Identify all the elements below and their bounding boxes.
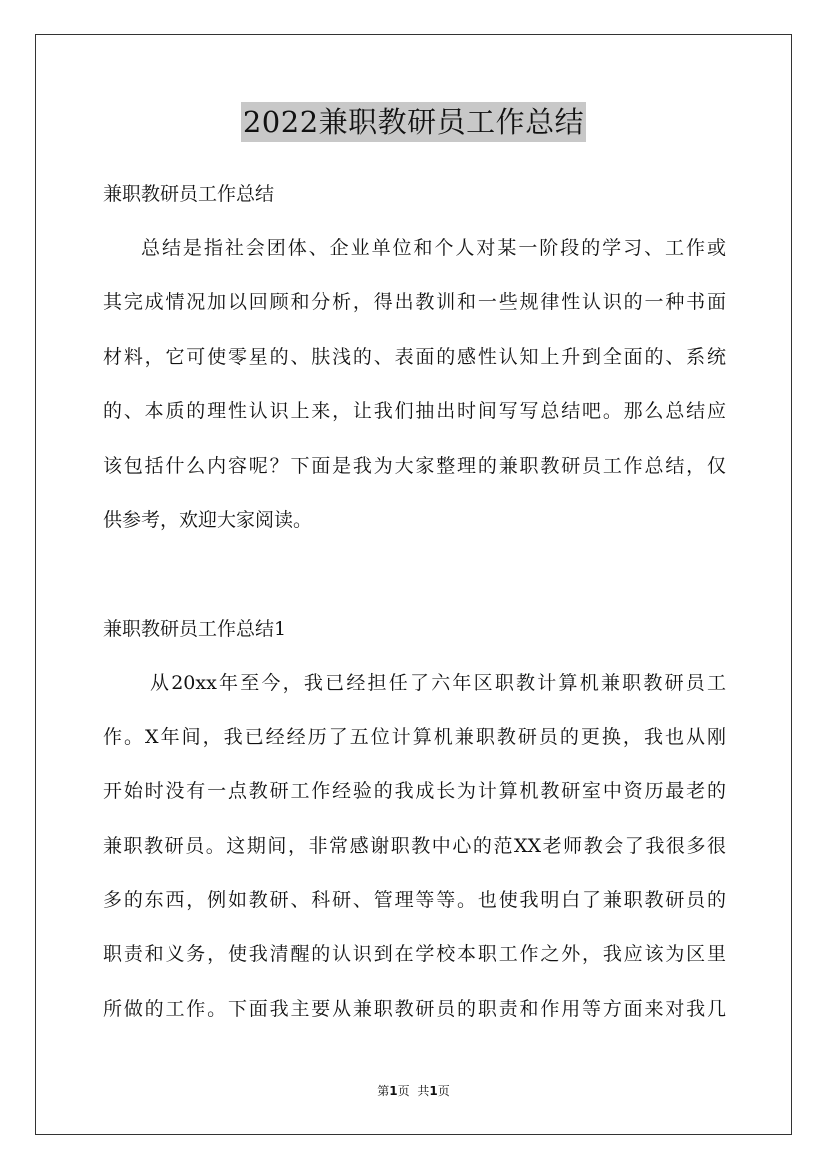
section1-paragraph-line: 所做的工作。下面我主要从兼职教研员的职责和作用等方面来对我几 — [103, 998, 726, 1020]
intro-paragraph-line: 该包括什么内容呢？下面是我为大家整理的兼职教研员工作总结，仅 — [103, 455, 726, 477]
intro-paragraph-line: 总结是指社会团体、企业单位和个人对某一阶段的学习、工作或 — [141, 237, 726, 259]
page-footer — [0, 1083, 827, 1099]
section1-paragraph-line: 多的东西，例如教研、科研、管理等等。也使我明白了兼职教研员的 — [103, 889, 726, 911]
intro-heading: 兼职教研员工作总结 — [103, 183, 275, 205]
footer-page-number: 1 — [389, 1084, 398, 1098]
footer-total-prefix: 共 — [417, 1084, 430, 1098]
document-title-container — [0, 102, 827, 142]
footer-prefix: 第 — [377, 1084, 390, 1098]
footer-total-pages: 1 — [429, 1084, 438, 1098]
footer-page-suffix: 页 — [397, 1084, 410, 1098]
section1-paragraph-line: 职责和义务，使我清醒的认识到在学校本职工作之外，我应该为区里 — [103, 943, 726, 965]
section1-paragraph-line: 从20xx年至今，我已经担任了六年区职教计算机兼职教研员工 — [150, 672, 726, 694]
document-title: 2022兼职教研员工作总结 — [241, 102, 586, 142]
intro-paragraph-line: 供参考，欢迎大家阅读。 — [103, 509, 313, 531]
intro-paragraph-line: 其完成情况加以回顾和分析，得出教训和一些规律性认识的一种书面 — [103, 291, 726, 313]
intro-paragraph-line: 的、本质的理性认识上来，让我们抽出时间写写总结吧。那么总结应 — [103, 400, 726, 422]
section1-paragraph-line: 兼职教研员。这期间，非常感谢职教中心的范XX老师教会了我很多很 — [103, 835, 726, 857]
footer-total-suffix: 页 — [437, 1084, 450, 1098]
section1-heading: 兼职教研员工作总结1 — [103, 618, 287, 640]
section1-paragraph-line: 开始时没有一点教研工作经验的我成长为计算机教研室中资历最老的 — [103, 780, 726, 802]
section1-paragraph-line: 作。X年间，我已经经历了五位计算机兼职教研员的更换，我也从刚 — [103, 726, 726, 748]
intro-paragraph-line: 材料，它可使零星的、肤浅的、表面的感性认知上升到全面的、系统 — [103, 346, 726, 368]
